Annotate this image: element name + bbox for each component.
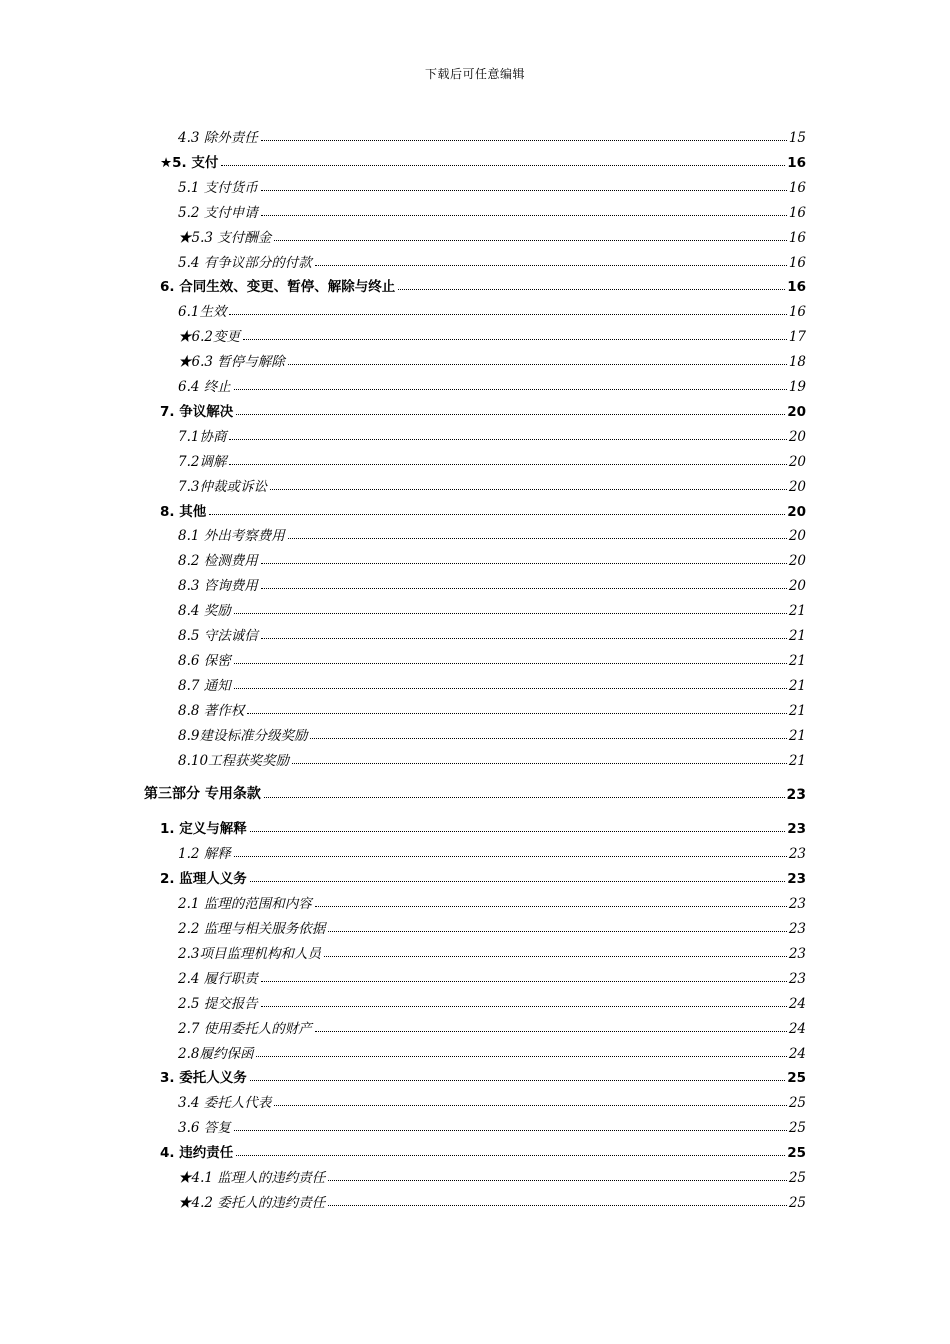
toc-entry[interactable] xyxy=(178,423,806,445)
toc-leader-dots xyxy=(398,289,785,290)
toc-entry[interactable] xyxy=(178,448,806,470)
toc-leader-dots xyxy=(247,713,787,714)
toc-leader-dots xyxy=(234,389,787,390)
toc-page-number: 20 xyxy=(788,578,806,595)
toc-page-number: 18 xyxy=(788,354,806,371)
toc-page-number: 21 xyxy=(788,752,806,769)
toc-entry-title: 8.6 保密 xyxy=(178,652,231,669)
toc-leader-dots xyxy=(261,1006,787,1007)
toc-leader-dots xyxy=(234,688,787,689)
toc-leader-dots xyxy=(261,981,787,982)
toc-entry-title: 6.4 终止 xyxy=(178,379,231,395)
toc-entry-title: 8.5 守法诚信 xyxy=(178,628,258,644)
toc-page-number: 25 xyxy=(788,1194,806,1211)
toc-page-number: 20 xyxy=(787,503,806,520)
toc-page-number: 20 xyxy=(788,428,806,445)
toc-page-number: 21 xyxy=(788,677,806,694)
toc-entry-title: 4. 违约责任 xyxy=(160,1145,234,1162)
toc-leader-dots xyxy=(234,613,787,614)
toc-entry[interactable] xyxy=(178,1189,806,1211)
toc-page-number: 16 xyxy=(788,304,806,321)
toc-leader-dots xyxy=(261,215,787,216)
toc-leader-dots xyxy=(324,956,787,957)
toc-page-number: 24 xyxy=(788,1020,806,1037)
toc-entry[interactable] xyxy=(178,199,806,221)
toc-page-number: 23 xyxy=(788,896,806,913)
toc-leader-dots xyxy=(229,439,786,440)
toc-entry[interactable] xyxy=(178,697,806,719)
toc-entry-title: 6.1生效 xyxy=(178,304,227,321)
toc-leader-dots xyxy=(229,464,786,465)
toc-entry-title: 5.2 支付申请 xyxy=(178,204,258,221)
toc-entry-title: 第三部分 专用条款 xyxy=(144,786,261,803)
toc-entry-title: 8.4 奖励 xyxy=(178,603,231,620)
toc-page-number: 23 xyxy=(788,970,806,987)
toc-entry-title: 6. 合同生效、变更、暂停、解除与终止 xyxy=(160,279,396,296)
toc-leader-dots xyxy=(236,414,785,415)
toc-page-number: 23 xyxy=(786,787,806,804)
toc-entry[interactable] xyxy=(178,1114,806,1136)
toc-entry-title: 7. 争议解决 xyxy=(160,403,234,420)
toc-entry-title: 8.3 咨询费用 xyxy=(178,578,258,595)
toc-leader-dots xyxy=(264,797,785,798)
toc-page-number: 19 xyxy=(788,379,806,395)
toc-entry-title: 2.2 监理与相关服务依据 xyxy=(178,921,326,937)
toc-entry[interactable] xyxy=(178,597,806,619)
toc-leader-dots xyxy=(315,1031,787,1032)
toc-entry[interactable] xyxy=(178,473,806,495)
toc-entry[interactable] xyxy=(178,840,806,862)
toc-page-number: 21 xyxy=(788,702,806,719)
toc-entry-title: 4.3 除外责任 xyxy=(178,130,258,146)
toc-leader-dots xyxy=(315,265,787,266)
toc-entry[interactable] xyxy=(178,1089,806,1111)
toc-entry-title: 3.4 委托人代表 xyxy=(178,1095,272,1112)
toc-leader-dots xyxy=(250,831,785,832)
toc-entry[interactable] xyxy=(160,498,806,520)
toc-leader-dots xyxy=(328,931,787,932)
toc-leader-dots xyxy=(261,190,787,191)
toc-entry-title: 5.4 有争议部分的付款 xyxy=(178,254,312,271)
page-header: 下载后可任意编辑 xyxy=(424,67,525,81)
toc-page-number: 25 xyxy=(787,1070,806,1087)
toc-entry-title: 8.2 检测费用 xyxy=(178,553,258,570)
toc-leader-dots xyxy=(270,489,787,490)
toc-leader-dots xyxy=(234,1130,787,1131)
toc-page-number: 23 xyxy=(788,846,806,863)
toc-entry[interactable] xyxy=(178,547,806,569)
toc-page-number: 25 xyxy=(787,1145,806,1162)
toc-leader-dots xyxy=(328,1180,787,1181)
toc-entry-title: 7.3仲裁或诉讼 xyxy=(178,478,267,495)
toc-entry[interactable] xyxy=(178,940,806,962)
toc-leader-dots xyxy=(288,364,787,365)
toc-page-number: 20 xyxy=(787,403,806,420)
toc-leader-dots xyxy=(274,240,787,241)
toc-entry[interactable] xyxy=(178,647,806,669)
toc-entry[interactable] xyxy=(178,1015,806,1037)
toc-leader-dots xyxy=(261,588,787,589)
toc-entry-title: ★5.3 支付酬金 xyxy=(178,229,272,246)
toc-page-number: 21 xyxy=(788,652,806,669)
toc-entry-title: 8.1 外出考察费用 xyxy=(178,528,285,545)
toc-entry[interactable] xyxy=(178,915,806,937)
toc-entry[interactable] xyxy=(160,398,806,420)
toc-page-number: 16 xyxy=(788,204,806,221)
toc-entry[interactable] xyxy=(160,149,806,171)
toc-entry[interactable] xyxy=(178,747,806,769)
toc-page-number: 15 xyxy=(788,130,806,146)
toc-entry[interactable] xyxy=(178,348,806,370)
toc-leader-dots xyxy=(274,1105,787,1106)
toc-page-number: 25 xyxy=(788,1120,806,1137)
toc-entry[interactable] xyxy=(160,815,806,837)
toc-entry[interactable] xyxy=(178,572,806,594)
toc-page-number: 16 xyxy=(788,254,806,271)
toc-page-number: 20 xyxy=(788,553,806,570)
toc-page-number: 21 xyxy=(788,727,806,744)
toc-entry-title: 1. 定义与解释 xyxy=(160,821,247,838)
toc-page-number: 16 xyxy=(788,179,806,196)
toc-entry-title: 8.9建设标准分级奖励 xyxy=(178,727,308,744)
toc-leader-dots xyxy=(243,339,787,340)
toc-entry[interactable] xyxy=(178,522,806,544)
toc-page-number: 23 xyxy=(788,921,806,937)
toc-entry-title: 8. 其他 xyxy=(160,503,207,520)
toc-entry[interactable] xyxy=(178,174,806,196)
toc-page-number: 16 xyxy=(787,279,806,296)
toc-page-number: 21 xyxy=(788,628,806,644)
toc-entry-title: 2.4 履行职责 xyxy=(178,970,258,987)
toc-page-number: 23 xyxy=(788,945,806,962)
toc-leader-dots xyxy=(234,663,787,664)
toc-entry-title: 1.2 解释 xyxy=(178,846,231,863)
toc-page-number: 20 xyxy=(788,528,806,545)
toc-entry-title: ★6.2变更 xyxy=(178,329,240,346)
toc-page-number: 16 xyxy=(788,229,806,246)
toc-leader-dots xyxy=(261,638,787,639)
toc-entry-title: 7.2调解 xyxy=(178,453,227,470)
toc-entry[interactable] xyxy=(160,1139,806,1161)
toc-page-number: 24 xyxy=(788,1045,806,1062)
toc-entry-title: 7.1协商 xyxy=(178,428,227,445)
toc-entry[interactable] xyxy=(144,781,806,803)
toc-leader-dots xyxy=(310,738,786,739)
toc-entry-title: ★5. 支付 xyxy=(160,154,219,171)
toc-page-number: 24 xyxy=(788,995,806,1012)
toc-entry[interactable] xyxy=(178,1040,806,1062)
toc-entry-title: 5.1 支付货币 xyxy=(178,179,258,196)
toc-entry-title: 2.5 提交报告 xyxy=(178,995,258,1012)
toc-page-number: 16 xyxy=(787,154,806,171)
toc-entry-title: 2. 监理人义务 xyxy=(160,871,247,888)
toc-leader-dots xyxy=(261,140,787,141)
toc-entry[interactable] xyxy=(178,722,806,744)
toc-leader-dots xyxy=(229,314,786,315)
toc-entry-title: 2.8履约保函 xyxy=(178,1045,254,1062)
toc-page-number: 20 xyxy=(788,478,806,495)
toc-entry[interactable] xyxy=(178,249,806,271)
toc-entry-title: 8.8 著作权 xyxy=(178,702,245,719)
toc-entry[interactable] xyxy=(160,865,806,887)
toc-leader-dots xyxy=(209,514,785,515)
toc-page-number: 25 xyxy=(788,1170,806,1186)
toc-page-number: 21 xyxy=(788,603,806,620)
toc-entry-title: 3.6 答复 xyxy=(178,1120,231,1137)
toc-entry[interactable] xyxy=(160,1064,806,1086)
toc-leader-dots xyxy=(256,1056,786,1057)
toc-entry-title: ★6.3 暂停与解除 xyxy=(178,354,285,371)
toc-entry-title: 8.10工程获奖奖励 xyxy=(178,752,290,769)
toc-entry[interactable] xyxy=(178,990,806,1012)
toc-entry-title: 2.1 监理的范围和内容 xyxy=(178,896,312,913)
toc-page-number: 20 xyxy=(788,453,806,470)
toc-leader-dots xyxy=(315,906,787,907)
toc-leader-dots xyxy=(250,1080,785,1081)
toc-entry[interactable] xyxy=(178,124,806,146)
toc-leader-dots xyxy=(288,538,787,539)
toc-entry[interactable] xyxy=(178,965,806,987)
toc-page-number: 25 xyxy=(788,1095,806,1112)
toc-entry-title: 8.7 通知 xyxy=(178,677,231,694)
toc-entry[interactable] xyxy=(178,1164,806,1186)
toc-entry[interactable] xyxy=(160,273,806,295)
toc-entry-title: 2.7 使用委托人的财产 xyxy=(178,1020,312,1037)
toc-leader-dots xyxy=(236,1155,785,1156)
toc-entry-title: 2.3项目监理机构和人员 xyxy=(178,945,321,962)
toc-page-number: 23 xyxy=(787,871,806,888)
toc-entry[interactable] xyxy=(178,323,806,345)
toc-leader-dots xyxy=(292,763,787,764)
toc-entry-title: ★4.1 监理人的违约责任 xyxy=(178,1170,326,1186)
toc-entry-title: 3. 委托人义务 xyxy=(160,1070,247,1087)
toc-leader-dots xyxy=(221,165,785,166)
toc-page-number: 17 xyxy=(788,329,806,346)
toc-entry[interactable] xyxy=(178,298,806,320)
toc-entry-title: ★4.2 委托人的违约责任 xyxy=(178,1194,326,1211)
toc-entry[interactable] xyxy=(178,622,806,644)
toc-leader-dots xyxy=(328,1205,787,1206)
toc-entry[interactable] xyxy=(178,373,806,395)
toc-entry[interactable] xyxy=(178,672,806,694)
toc-page-number: 23 xyxy=(787,821,806,838)
toc-entry[interactable] xyxy=(178,890,806,912)
toc-entry[interactable] xyxy=(178,224,806,246)
toc-leader-dots xyxy=(261,563,787,564)
toc-leader-dots xyxy=(250,881,785,882)
toc-leader-dots xyxy=(234,856,787,857)
